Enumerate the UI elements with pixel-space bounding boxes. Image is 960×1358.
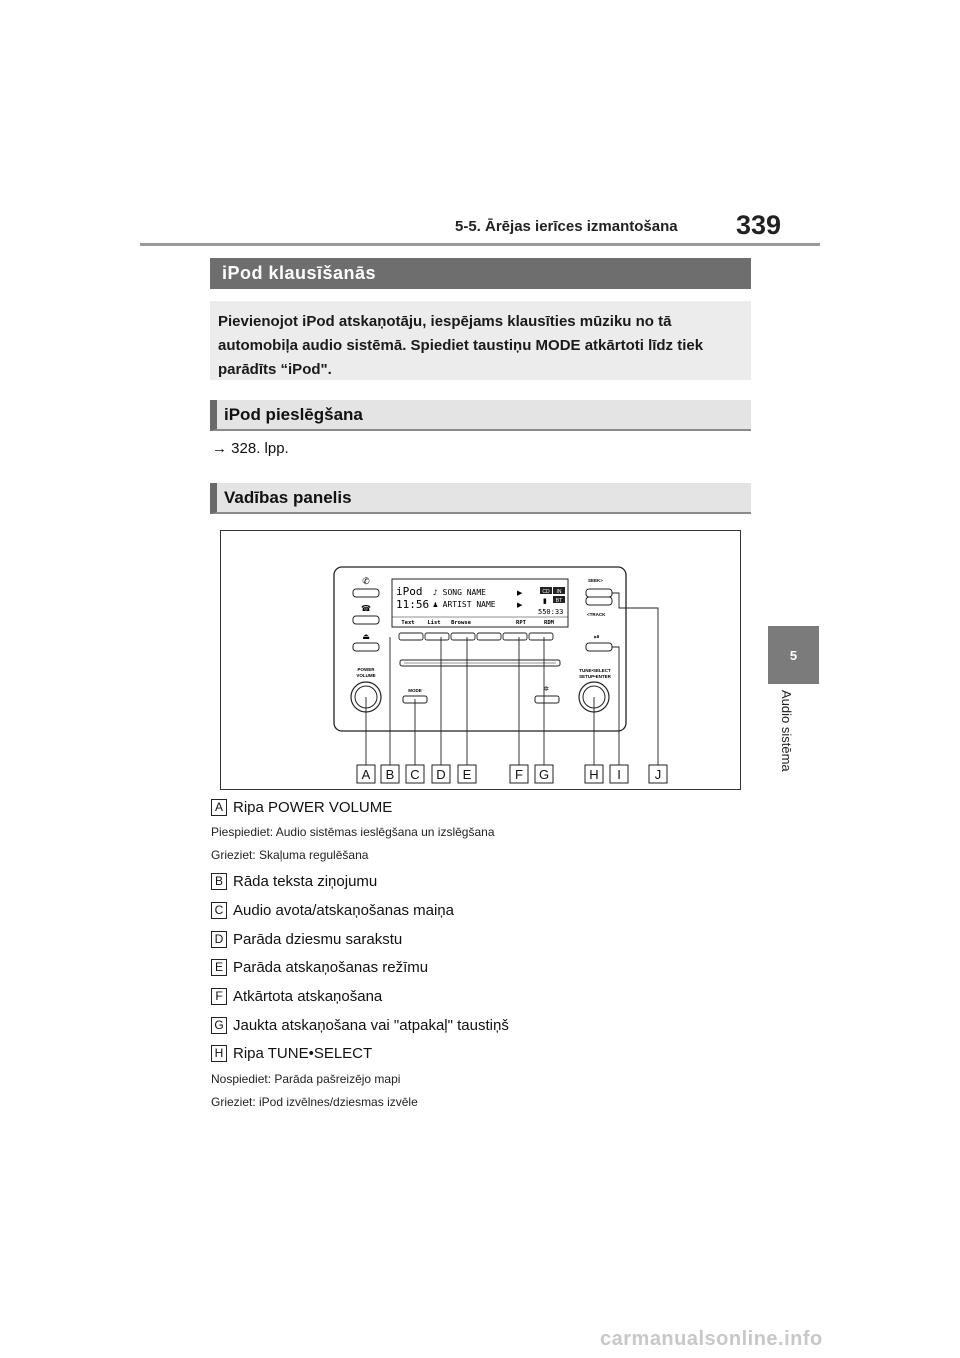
callout-h: H: [589, 767, 599, 782]
page-reference: → 328. lpp.: [212, 440, 289, 457]
setup-icon: ✲: [543, 685, 549, 693]
intro-line: automobiļa audio sistēmā. Spiediet taustiņu MODE atkārtoti līdz tiek: [218, 337, 704, 354]
item-text: Rāda teksta ziņojumu: [233, 873, 378, 890]
callout-j: J: [654, 767, 662, 782]
list-item: [211, 799, 392, 816]
item-note: Nospiediet: Parāda pašreizējo mapi: [211, 1072, 401, 1086]
header-rule: [140, 243, 820, 246]
softkey-rpt: RPT: [516, 620, 526, 626]
letter-box: H: [211, 1045, 227, 1062]
control-panel-illustration: [221, 531, 740, 789]
chapter-number: 5: [789, 647, 798, 663]
display-track-time: 550:33: [538, 608, 564, 616]
track-button: [586, 597, 612, 605]
item-note: Grieziet: iPod izvēlnes/dziesmas izvēle: [211, 1095, 418, 1109]
control-panel-figure: [220, 530, 741, 790]
chapter-tab: [768, 626, 819, 684]
signal-icon: ▮: [543, 597, 547, 605]
eject-button: [353, 643, 379, 651]
svg-text:CD: CD: [542, 589, 550, 595]
item-text: Audio avota/atskaņošanas maiņa: [233, 902, 454, 919]
display-song: ♪ SONG NAME: [433, 588, 486, 597]
page-number: 339: [736, 210, 782, 240]
section-title: iPod klausīšanās: [210, 258, 751, 289]
eject-icon: ⏏: [362, 632, 370, 641]
seek-label: SEEK>: [588, 578, 603, 583]
power-label-line2: VOLUME: [356, 673, 376, 678]
list-item: [211, 931, 402, 948]
list-item: [211, 988, 382, 1005]
svg-text:▶: ▶: [517, 589, 523, 597]
svg-text:▶: ▶: [517, 601, 523, 609]
softkey-text: Text: [401, 620, 415, 626]
list-item: [211, 1017, 509, 1034]
tune-label-line1: TUNE•SELECT: [579, 668, 611, 673]
play-pause-button: [586, 643, 612, 651]
watermark: carmanualsonline.info: [600, 1328, 823, 1350]
mode-label: MODE: [408, 688, 422, 693]
softkey-list: List: [427, 620, 441, 626]
item-text: Ripa POWER VOLUME: [233, 799, 393, 816]
item-text: Parāda atskaņošanas režīmu: [233, 959, 429, 976]
callout-d: D: [436, 767, 446, 782]
letter-box: A: [211, 799, 227, 816]
callout-e: E: [462, 767, 472, 782]
callout-g: G: [538, 767, 550, 782]
subsection-connect-title: iPod pieslēgšana: [210, 400, 751, 431]
track-label: <TRACK: [587, 612, 606, 617]
callout-a: A: [361, 767, 371, 782]
letter-box: G: [211, 1017, 227, 1034]
item-note: Grieziet: Skaļuma regulēšana: [211, 848, 369, 862]
display-artist: ♟ ARTIST NAME: [433, 600, 496, 609]
list-item: [211, 902, 454, 919]
display-time: 11:56: [396, 598, 430, 611]
subsection-panel-title: Vadības panelis: [210, 483, 751, 514]
callout-f: F: [515, 767, 523, 782]
seek-button: [586, 589, 612, 597]
letter-box: D: [211, 931, 227, 948]
phone-icon: ✆: [362, 577, 370, 587]
chapter-label: Audio sistēma: [779, 690, 794, 772]
power-label-line1: POWER: [357, 667, 375, 672]
hangup-icon: ☎: [361, 604, 371, 613]
section-header: 5-5. Ārējas ierīces izmantošana: [455, 218, 678, 235]
callout-c: C: [410, 767, 420, 782]
list-item: [211, 873, 377, 890]
softkey-browse: Browse: [451, 620, 471, 626]
tune-label-line2: SETUP•ENTER: [579, 674, 611, 679]
item-note: Piespiediet: Audio sistēmas ieslēgšana un izslēgšana: [211, 825, 495, 839]
item-text: Atkārtota atskaņošana: [233, 988, 383, 1005]
letter-box: B: [211, 873, 227, 890]
intro-line: parādīts “iPod".: [218, 361, 332, 378]
intro-box: [210, 301, 751, 380]
item-text: Jaukta atskaņošana vai "atpakaļ" taustiņš: [233, 1017, 509, 1034]
display-source: iPod: [396, 585, 423, 598]
callout-b: B: [385, 767, 395, 782]
list-item: [211, 1045, 372, 1062]
svg-text:BT: BT: [555, 598, 563, 604]
softkey-rdm: RDM: [544, 620, 554, 626]
letter-box: E: [211, 959, 227, 976]
play-pause-icon: ⏯: [594, 633, 600, 641]
letter-box: F: [211, 988, 227, 1005]
svg-text:IN: IN: [556, 589, 562, 595]
setup-button: [535, 696, 559, 703]
letter-box: C: [211, 902, 227, 919]
intro-line: Pievienojot iPod atskaņotāju, iespējams klausīties mūziku no tā: [218, 313, 672, 330]
callout-i: I: [617, 767, 621, 782]
list-item: [211, 959, 428, 976]
phone-answer-button: [353, 589, 379, 597]
item-text: Parāda dziesmu sarakstu: [233, 931, 403, 948]
item-text: Ripa TUNE•SELECT: [233, 1045, 373, 1062]
phone-hangup-button: [353, 616, 379, 624]
